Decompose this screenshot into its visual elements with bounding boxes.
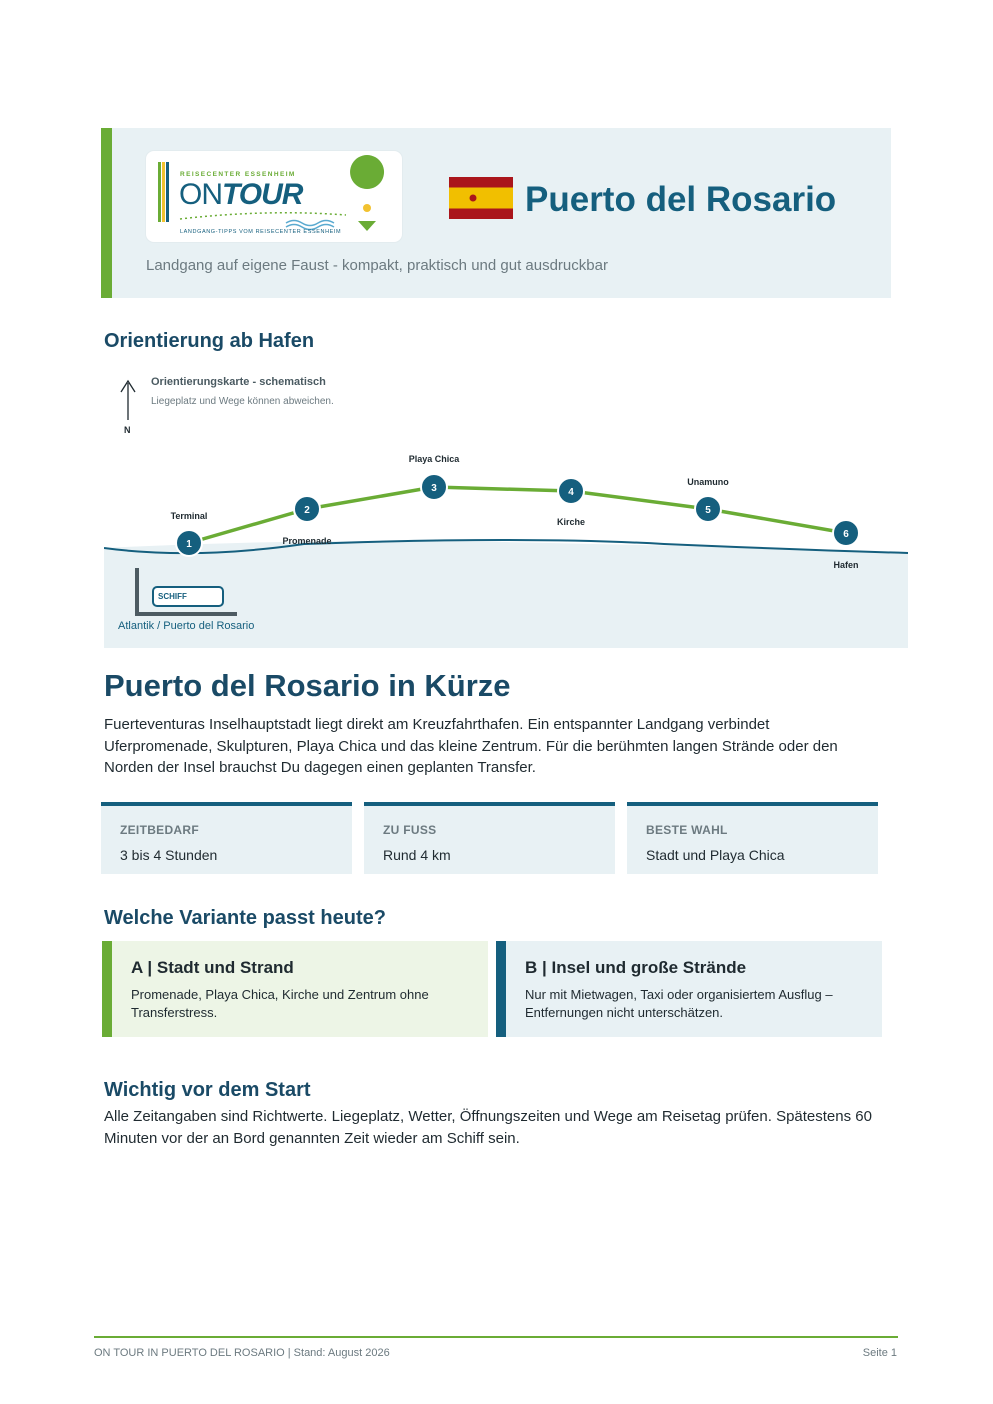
route-stop-3 [421,474,447,500]
route-stop-6 [833,520,859,546]
summary-text: Fuerteventuras Inselhauptstadt liegt direkt am Kreuzfahrthafen. Ein entspannter Landgang verbindet Uferpromenade, Skulpturen, Playa Chica und das kleine Zentrum. Für die berühmten langen Strände oder den Norden der Insel brauchst Du dagegen einen geplanten Transfer. [104,716,838,776]
variant-text: Promenade, Playa Chica, Kirche und Zentrum ohne Transferstress. [131,987,429,1020]
svg-text:1: 1 [186,539,192,550]
variants-heading: Welche Variante passt heute? [104,907,386,929]
svg-text:4: 4 [568,487,574,498]
ship-badge: SCHIFF [152,586,224,607]
fact-value: Stadt und Playa Chica [646,847,785,863]
variant-card-b [496,941,882,1037]
stop-label-unamuno: Unamuno [687,477,729,487]
map-subtitle: Liegeplatz und Wege können abweichen. [151,396,334,407]
svg-text:6: 6 [843,529,849,540]
variant-card-a [102,941,488,1037]
stop-label-kirche: Kirche [556,517,586,527]
important-heading: Wichtig vor dem Start [104,1079,311,1101]
on-tour-logo [146,151,402,242]
route-stop-5 [695,496,721,522]
variant-title: A | Stadt und Strand [131,958,294,977]
summary-heading: Puerto del Rosario in Kürze [104,668,511,703]
fact-card-best-choice [627,802,878,874]
fact-card-walking [364,802,615,874]
walking-route [189,487,846,543]
water-label: Atlantik / Puerto del Rosario [118,620,255,632]
footer-source: ON TOUR IN PUERTO DEL ROSARIO | Stand: August 2026 [94,1347,390,1359]
logo-kicker: REISECENTER ESSENHEIM [180,171,296,178]
orientation-map [104,370,908,648]
stop-label-terminal: Terminal [170,511,208,521]
header-panel [101,128,891,298]
orientation-heading: Orientierung ab Hafen [104,330,315,352]
map-title: Orientierungskarte - schematisch [151,376,326,388]
fact-label: ZU FUSS [383,823,437,837]
route-stop-4 [558,478,584,504]
map-canvas [104,370,908,648]
logo-subtitle: LANDGANG-TIPPS VOM REISECENTER ESSENHEIM [180,229,342,235]
fact-value: Rund 4 km [383,847,451,863]
svg-text:5: 5 [705,505,711,516]
stop-label-hafen: Hafen [833,560,859,570]
stop-label-promenade: Promenade [282,536,332,546]
route-stop-1 [176,530,202,556]
fact-label: BESTE WAHL [646,823,728,837]
fact-label: ZEITBEDARF [120,823,199,837]
important-text: Alle Zeitangaben sind Richtwerte. Liegeplatz, Wetter, Öffnungszeiten und Wege am Reisetag prüfen. Spätestens 60 Minuten vor der an Bord genannten Zeit wieder am Schiff sein. [104,1108,872,1147]
page-number: Seite 1 [862,1347,897,1359]
fact-card-time [101,802,352,874]
footer-divider [94,1336,898,1338]
spain-flag-icon [449,177,513,219]
variant-text: Nur mit Mietwagen, Taxi oder organisiertem Ausflug – Entfernungen nicht unterschätzen. [525,987,833,1020]
route-stop-2 [294,496,320,522]
svg-text:3: 3 [431,483,437,494]
svg-text:2: 2 [304,505,310,516]
fact-value: 3 bis 4 Stunden [120,847,218,863]
page-title: Puerto del Rosario [525,180,837,219]
variant-title: B | Insel und große Strände [525,958,747,977]
north-label: N [124,425,131,435]
logo-title: ONTOUR [179,178,303,211]
tagline: Landgang auf eigene Faust - kompakt, praktisch und gut ausdruckbar [146,257,608,274]
stop-label-playa-chica: Playa Chica [408,454,460,464]
